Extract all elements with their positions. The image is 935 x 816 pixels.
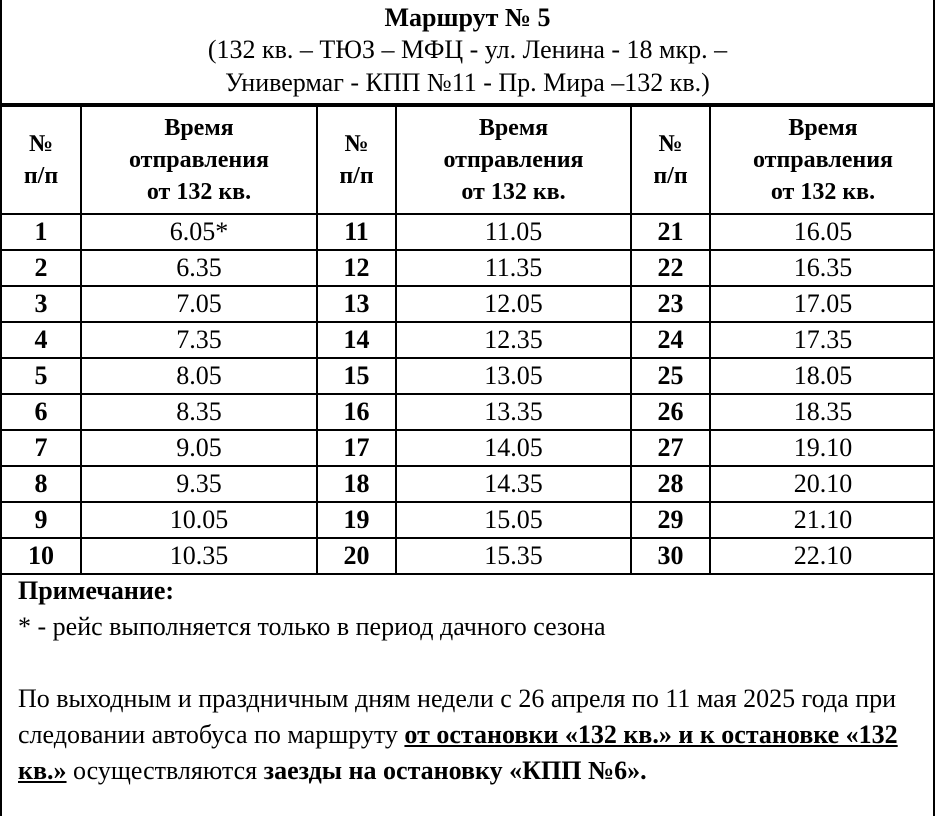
trip-number-cell: 25 bbox=[631, 358, 710, 394]
holiday-note-stops: от остановки «132 кв.» и к остановке «132 кв.» bbox=[18, 720, 898, 785]
trip-number-cell: 1 bbox=[1, 214, 81, 250]
trip-number-cell: 16 bbox=[317, 394, 396, 430]
table-row bbox=[1, 214, 935, 250]
trip-number-cell: 19 bbox=[317, 502, 396, 538]
departure-time-cell: 14.35 bbox=[396, 466, 631, 502]
trip-number-cell: 3 bbox=[1, 286, 81, 322]
departure-schedule-table bbox=[0, 105, 935, 575]
trip-number-cell: 30 bbox=[631, 538, 710, 574]
departure-time-cell: 10.35 bbox=[81, 538, 317, 574]
departure-time-cell: 6.05* bbox=[81, 214, 317, 250]
holiday-note: По выходным и праздничным дням недели с 26 апреля по 11 мая 2025 года при следовании автобуса по маршруту от остановки «132 кв.» и к остановке «132 кв.» осуществляются заезды на остановку «КПП №6». bbox=[18, 684, 898, 785]
trip-number-cell: 4 bbox=[1, 322, 81, 358]
table-row bbox=[1, 430, 935, 466]
table-row bbox=[1, 502, 935, 538]
departure-time-cell: 15.05 bbox=[396, 502, 631, 538]
trip-number-cell: 8 bbox=[1, 466, 81, 502]
departure-time-cell: 11.05 bbox=[396, 214, 631, 250]
trip-number-cell: 9 bbox=[1, 502, 81, 538]
trip-number-cell: 28 bbox=[631, 466, 710, 502]
trip-number-cell: 20 bbox=[317, 538, 396, 574]
holiday-note-text-2: осуществляются bbox=[66, 756, 264, 785]
column-header-departure-time: Время отправления от 132 кв. bbox=[396, 106, 631, 214]
trip-number-cell: 2 bbox=[1, 250, 81, 286]
holiday-note-detour: заезды на остановку «КПП №6» bbox=[263, 756, 641, 785]
column-header-number: № п/п bbox=[1, 106, 81, 214]
departure-time-cell: 12.35 bbox=[396, 322, 631, 358]
departure-time-cell: 14.05 bbox=[396, 430, 631, 466]
trip-number-cell: 23 bbox=[631, 286, 710, 322]
trip-number-cell: 17 bbox=[317, 430, 396, 466]
departure-time-cell: 22.10 bbox=[710, 538, 935, 574]
trip-number-cell: 10 bbox=[1, 538, 81, 574]
trip-number-cell: 13 bbox=[317, 286, 396, 322]
table-row bbox=[1, 358, 935, 394]
trip-number-cell: 6 bbox=[1, 394, 81, 430]
trip-number-cell: 22 bbox=[631, 250, 710, 286]
trip-number-cell: 5 bbox=[1, 358, 81, 394]
departure-time-cell: 19.10 bbox=[710, 430, 935, 466]
trip-number-cell: 26 bbox=[631, 394, 710, 430]
departure-time-cell: 18.05 bbox=[710, 358, 935, 394]
departure-time-cell: 17.05 bbox=[710, 286, 935, 322]
departure-time-cell: 11.35 bbox=[396, 250, 631, 286]
trip-number-cell: 7 bbox=[1, 430, 81, 466]
trip-number-cell: 18 bbox=[317, 466, 396, 502]
trip-number-cell: 21 bbox=[631, 214, 710, 250]
departure-time-cell: 8.35 bbox=[81, 394, 317, 430]
departure-time-cell: 9.05 bbox=[81, 430, 317, 466]
departure-time-cell: 21.10 bbox=[710, 502, 935, 538]
trip-number-cell: 27 bbox=[631, 430, 710, 466]
departure-time-cell: 16.35 bbox=[710, 250, 935, 286]
departure-time-cell: 6.35 bbox=[81, 250, 317, 286]
holiday-note-text: По выходным и праздничным дням недели с 26 апреля по 11 мая 2025 года при следовании автобуса по маршруту bbox=[18, 684, 897, 749]
route-stops-line-1: (132 кв. – ТЮЗ – МФЦ - ул. Ленина - 18 мкр. – bbox=[207, 35, 728, 64]
notes-section bbox=[18, 573, 928, 789]
trip-number-cell: 11 bbox=[317, 214, 396, 250]
column-header-departure-time: Время отправления от 132 кв. bbox=[81, 106, 317, 214]
table-row bbox=[1, 394, 935, 430]
departure-time-cell: 18.35 bbox=[710, 394, 935, 430]
departure-time-cell: 17.35 bbox=[710, 322, 935, 358]
column-header-departure-time: Время отправления от 132 кв. bbox=[710, 106, 935, 214]
route-stops-line-2: Универмаг - КПП №11 - Пр. Мира –132 кв.) bbox=[225, 68, 710, 97]
departure-time-cell: 15.35 bbox=[396, 538, 631, 574]
schedule-header bbox=[0, 0, 935, 105]
table-row bbox=[1, 250, 935, 286]
departure-time-cell: 10.05 bbox=[81, 502, 317, 538]
asterisk-note: * - рейс выполняется только в период дачного сезона bbox=[18, 612, 606, 641]
trip-number-cell: 24 bbox=[631, 322, 710, 358]
departure-time-cell: 7.35 bbox=[81, 322, 317, 358]
departure-time-cell: 13.35 bbox=[396, 394, 631, 430]
departure-time-cell: 8.05 bbox=[81, 358, 317, 394]
route-title: Маршрут № 5 bbox=[384, 3, 551, 32]
notes-title: Примечание: bbox=[18, 576, 175, 605]
table-row bbox=[1, 538, 935, 574]
table-row bbox=[1, 286, 935, 322]
departure-time-cell: 16.05 bbox=[710, 214, 935, 250]
column-header-number: № п/п bbox=[631, 106, 710, 214]
departure-time-cell: 9.35 bbox=[81, 466, 317, 502]
table-row bbox=[1, 322, 935, 358]
trip-number-cell: 15 bbox=[317, 358, 396, 394]
departure-time-cell: 7.05 bbox=[81, 286, 317, 322]
table-row bbox=[1, 466, 935, 502]
column-header-number: № п/п bbox=[317, 106, 396, 214]
trip-number-cell: 12 bbox=[317, 250, 396, 286]
table-header-row bbox=[1, 106, 935, 214]
departure-time-cell: 12.05 bbox=[396, 286, 631, 322]
trip-number-cell: 29 bbox=[631, 502, 710, 538]
departure-time-cell: 20.10 bbox=[710, 466, 935, 502]
departure-time-cell: 13.05 bbox=[396, 358, 631, 394]
trip-number-cell: 14 bbox=[317, 322, 396, 358]
